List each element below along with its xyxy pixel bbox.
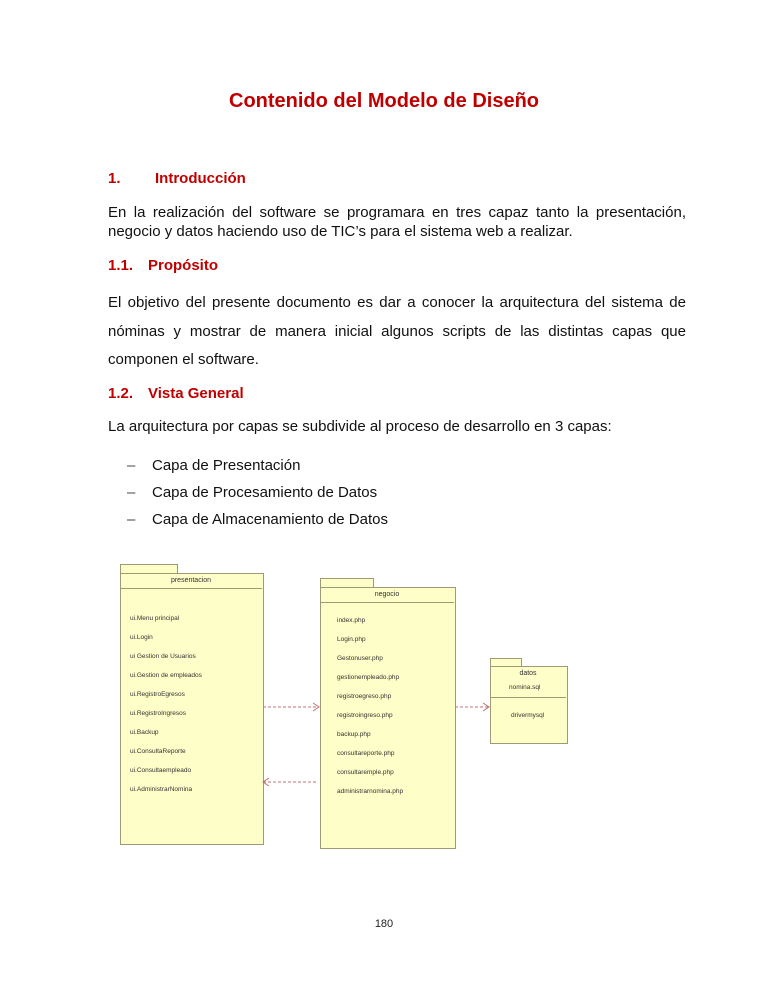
section-heading-vista-general [108,385,244,402]
package-item: ui.Menu principal [130,615,180,622]
package-item: Gestonuser.php [337,655,383,662]
bullet-item: – Capa de Almacenamiento de Datos [127,511,388,528]
package-item: ui Gestion de Usuarios [130,653,196,660]
package-divider [321,602,454,603]
package-divider [121,588,262,589]
package-item: ui.RegistroIngresos [130,710,186,717]
package-item: consultareporte.php [337,750,395,757]
paragraph-proposito: El objetivo del presente documento es dar a conocer la arquitectura del sistema de nóminas y mostrar de manera inicial algunos scripts de las distintas capas que componen el software. [108,294,686,368]
package-item: consultaremple.php [337,769,394,776]
package-presentacion [120,573,264,845]
bullet-item: – Capa de Presentación [127,457,301,474]
package-item: gestionempleado.php [337,674,400,681]
page-title: Contenido del Modelo de Diseño [229,90,539,112]
section-heading-proposito [108,257,218,274]
package-item: ui.Gestion de empleados [130,672,202,679]
package-divider [491,697,566,698]
package-name: datos [519,670,537,677]
package-name: presentacion [170,577,212,584]
package-item: ui.AdministrarNomina [130,786,193,793]
section-title: Propósito [148,257,218,274]
page-number: 180 [374,918,394,930]
section-number: 1.2. [108,385,134,402]
arrowhead-icon [313,703,319,711]
package-item: ui.Backup [130,729,159,736]
section-title: Vista General [148,385,244,402]
package-item: ui.ConsultaReporte [130,748,186,755]
package-item: ui.Login [130,634,153,641]
package-item: administrarnomina.php [337,788,404,795]
package-item: backup.php [337,731,371,738]
package-item: Login.php [337,636,366,643]
section-title: Introducción [155,170,246,187]
paragraph-introduccion: En la realización del software se programara en tres capaz tanto la presentación, negocio y datos haciendo uso de TIC’s para el sistema web a realizar. [108,204,686,240]
section-number: 1.1. [108,257,134,274]
package-item: nomina.sql [509,684,541,691]
package-item: ui.RegistroEgresos [130,691,185,698]
package-item: drivermysql [511,712,545,719]
package-item: index.php [337,617,366,624]
package-item: registroegreso.php [337,693,392,700]
package-item: ui.Consultaempleado [130,767,192,774]
section-number: 1. [108,170,121,187]
package-name: negocio [374,591,400,598]
section-heading-introduccion [108,170,246,187]
paragraph-vista-general: La arquitectura por capas se subdivide al proceso de desarrollo en 3 capas: [108,418,612,435]
package-datos [490,666,568,744]
bullet-item: – Capa de Procesamiento de Datos [127,484,378,501]
package-item: registroingreso.php [337,712,393,719]
arrowhead-icon [483,703,489,711]
